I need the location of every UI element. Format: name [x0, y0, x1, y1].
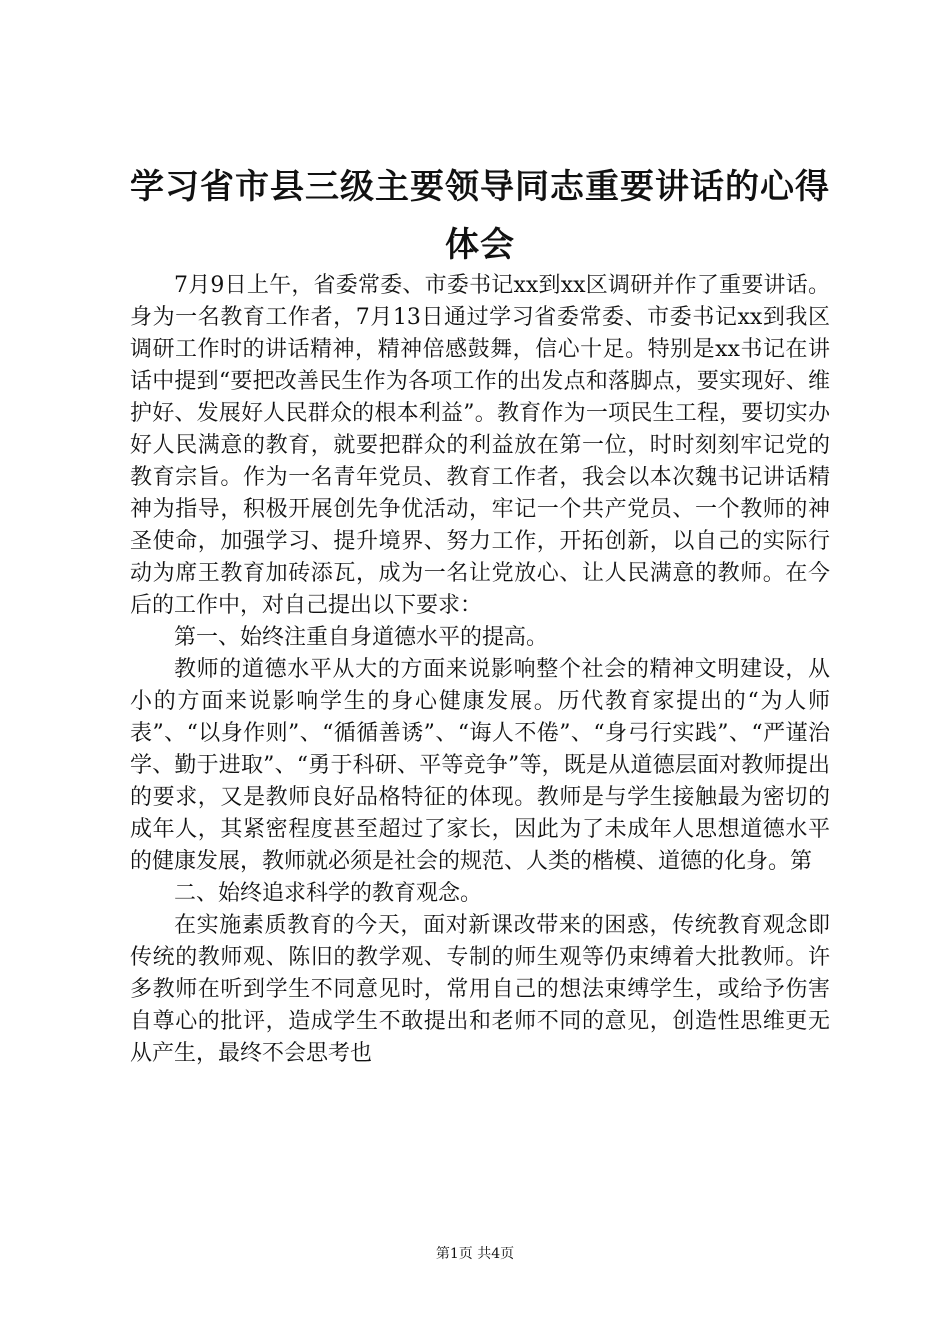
paragraph-intro: 7月9日上午，省委常委、市委书记xx到xx区调研并作了重要讲话。身为一名教育工作者，7月13日通过学习省委常委、市委书记xx到我区调研工作时的讲话精神，精神倍感鼓舞，信心十足。特别是xx书记在讲话中提到“要把改善民生作为各项工作的出发点和落脚点，要实现好、维护好、发展好人民群众的根本利益”。教育作为一项民生工程，要切实办好人民满意的教育，就要把群众的利益放在第一位，时时刻刻牢记党的教育宗旨。作为一名青年党员、教育工作者，我会以本次魏书记讲话精神为指导，积极开展创先争优活动，牢记一个共产党员、一个教师的神圣使命，加强学习、提升境界、努力工作，开拓创新，以自己的实际行动为席王教育加砖添瓦，成为一名让党放心、让人民满意的教师。在今后的工作中，对自己提出以下要求： — [130, 273, 830, 618]
paragraph-moral: 教师的道德水平从大的方面来说影响整个社会的精神文明建设，从小的方面来说影响学生的身心健康发展。历代教育家提出的“为人师表”、“以身作则”、“循循善诱”、“诲人不倦”、“身弓行实践”、“严谨治学、勤于进取”、“勇于科研、平等竞争”等，既是从道德层面对教师提出的要求，又是教师良好品格特征的体现。教师是与学生接触最为密切的成年人，其紧密程度甚至超过了家长，因此为了未成年人思想道德水平的健康发展，教师就必须是社会的规范、人类的楷模、道德的化身。第 — [130, 657, 830, 874]
document-title: 学习省市县三级主要领导同志重要讲话的心得体会 — [130, 167, 830, 265]
paragraph-heading-second: 二、始终追求科学的教育观念。 — [174, 881, 483, 906]
page-footer: 第1页 共4页 — [435, 1246, 515, 1262]
paragraph-education-concept: 在实施素质教育的今天，面对新课改带来的困惑，传统教育观念即传统的教师观、陈旧的教学观、专制的师生观等仍束缚着大批教师。许多教师在听到学生不同意见时，常用自己的想法束缚学生，或给予伤害自尊心的批评，造成学生不敢提出和老师不同的意见，创造性思维更无从产生，最终不会思考也 — [130, 913, 830, 1066]
document-body — [130, 270, 830, 1070]
paragraph-heading-first: 第一、始终注重自身道德水平的提高。 — [174, 625, 549, 650]
